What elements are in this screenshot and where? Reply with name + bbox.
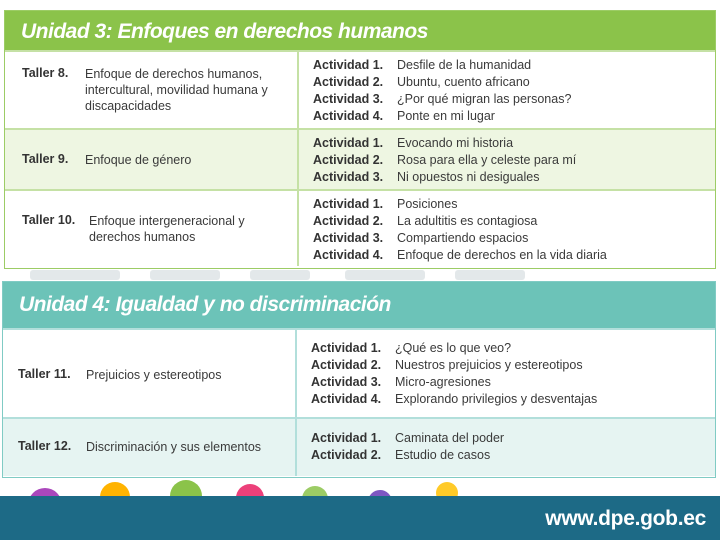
activity-title: Ponte en mi lugar (397, 109, 495, 123)
unit-3-table (4, 10, 716, 269)
decorative-stripe (0, 268, 720, 282)
activity-item (313, 230, 715, 247)
activity-title: Estudio de casos (395, 448, 491, 462)
taller-label: Taller 12. (18, 439, 72, 453)
activity-number: Actividad 3. (313, 92, 384, 106)
activity-item (311, 340, 715, 357)
activity-item (313, 169, 715, 186)
taller-topic: Prejuicios y estereotipos (86, 368, 222, 382)
activity-number: Actividad 1. (313, 58, 384, 72)
activity-item (313, 213, 715, 230)
taller-label: Taller 9. (22, 152, 69, 166)
activity-item (313, 57, 715, 74)
activity-title: Compartiendo espacios (397, 231, 529, 245)
taller-cell (5, 52, 299, 128)
activity-number: Actividad 2. (313, 214, 384, 228)
activity-number: Actividad 1. (311, 431, 382, 445)
taller-topic: Discriminación y sus elementos (86, 440, 262, 454)
taller-row (3, 328, 715, 417)
activity-title: Desfile de la humanidad (397, 58, 532, 72)
activity-item (313, 135, 715, 152)
activity-number: Actividad 1. (311, 341, 382, 355)
activity-title: Enfoque de derechos en la vida diaria (397, 248, 607, 262)
activity-item (313, 247, 715, 264)
taller-row (3, 417, 715, 476)
unit-4-title: Unidad 4: Igualdad y no discriminación (3, 282, 715, 328)
site-url[interactable]: www.dpe.gob.ec (545, 507, 706, 530)
activities-list (299, 191, 715, 266)
activity-item (311, 357, 715, 374)
activity-title: Ubuntu, cuento africano (397, 75, 530, 89)
activity-item (313, 74, 715, 91)
activity-item (313, 91, 715, 108)
activity-number: Actividad 1. (313, 197, 384, 211)
footer-banner (0, 480, 720, 540)
activity-number: Actividad 4. (311, 392, 382, 406)
activity-title: Posiciones (397, 197, 458, 211)
activities-list (297, 419, 715, 476)
taller-label: Taller 10. (22, 213, 76, 227)
activity-number: Actividad 2. (311, 358, 382, 372)
taller-topic: Enfoque de género (85, 153, 192, 167)
activity-item (313, 196, 715, 213)
taller-cell (5, 191, 299, 266)
activity-item (311, 391, 715, 408)
unit-4-table (2, 281, 716, 478)
taller-cell (3, 419, 297, 476)
taller-label: Taller 11. (18, 367, 71, 381)
taller-cell (5, 130, 299, 189)
unit-3-title: Unidad 3: Enfoques en derechos humanos (5, 11, 715, 50)
activities-list (297, 330, 715, 417)
activity-item (311, 447, 715, 464)
activity-title: ¿Qué es lo que veo? (395, 341, 512, 355)
activities-list (299, 52, 715, 128)
activity-item (311, 374, 715, 391)
activity-number: Actividad 3. (311, 375, 382, 389)
taller-row (5, 50, 715, 128)
taller-cell (3, 330, 297, 417)
activity-item (313, 152, 715, 169)
activity-number: Actividad 4. (313, 109, 384, 123)
activity-title: Ni opuestos ni desiguales (397, 170, 540, 184)
taller-row (5, 128, 715, 189)
activities-list (299, 130, 715, 189)
activity-number: Actividad 2. (313, 153, 384, 167)
activity-title: Caminata del poder (395, 431, 505, 445)
activity-number: Actividad 3. (313, 231, 384, 245)
activity-title: ¿Por qué migran las personas? (397, 92, 572, 106)
taller-row (5, 189, 715, 266)
activity-title: Explorando privilegios y desventajas (395, 392, 598, 406)
activity-title: Nuestros prejuicios y estereotipos (395, 358, 583, 372)
activity-number: Actividad 1. (313, 136, 384, 150)
activity-number: Actividad 2. (313, 75, 384, 89)
activity-title: Micro-agresiones (395, 375, 491, 389)
activity-item (313, 108, 715, 125)
activity-number: Actividad 2. (311, 448, 382, 462)
taller-topic: Enfoque intergeneracional y derechos humanos (89, 214, 245, 244)
activity-number: Actividad 3. (313, 170, 384, 184)
activity-title: Rosa para ella y celeste para mí (397, 153, 577, 167)
activity-number: Actividad 4. (313, 248, 384, 262)
taller-topic: Enfoque de derechos humanos, intercultural, movilidad humana y discapacidades (85, 67, 268, 113)
activity-title: Evocando mi historia (397, 136, 514, 150)
activity-title: La adultitis es contagiosa (397, 214, 538, 228)
activity-item (311, 430, 715, 447)
taller-label: Taller 8. (22, 66, 69, 80)
